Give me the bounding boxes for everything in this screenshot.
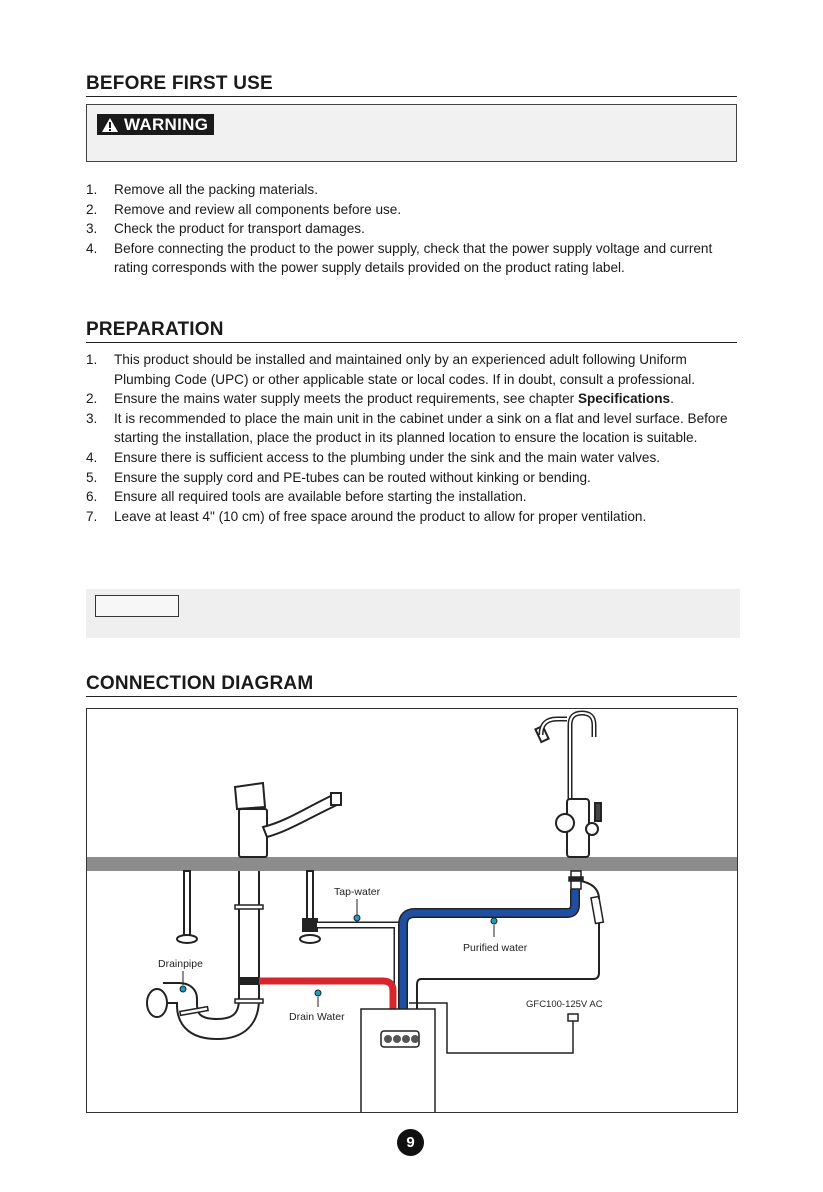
section-title-preparation: PREPARATION: [86, 320, 737, 343]
purified-water-marker: [491, 918, 497, 924]
list-item: 4. Ensure there is sufficient access to the plumbing under the sink and the main water valves.: [86, 449, 661, 465]
drainpipe-marker: [180, 986, 186, 992]
section-title-before-first-use: BEFORE FIRST USE: [86, 74, 737, 97]
page-number: 9: [397, 1129, 424, 1156]
preparation-list: [86, 350, 742, 526]
warning-triangle-icon: [101, 117, 119, 133]
list-item: 3. Check the product for transport damages.: [86, 221, 365, 237]
warning-box: [86, 104, 737, 162]
tap-water-valve-icon: [300, 871, 320, 943]
list-item: 5. Ensure the supply cord and PE-tubes can be routed without kinking or bending.: [86, 469, 591, 485]
tap-water-label: Tap-water: [334, 886, 381, 898]
countertop: [87, 857, 737, 871]
list-item: 3. It is recommended to place the main unit in the cabinet under a sink on a flat and level surface. Before starting the installation, place the product in its planned location to ensure the location is suitable.: [86, 410, 728, 446]
drainpipe-label: Drainpipe: [158, 958, 203, 970]
section-title-connection-diagram: CONNECTION DIAGRAM: [86, 674, 737, 697]
drain-pipe-icon: [147, 871, 263, 1029]
list-item: 1. This product should be installed and maintained only by an experienced adult following Uniform Plumbing Code (UPC) or other applicable state or local codes. If in doubt, consult a professional.: [86, 352, 696, 387]
drain-water-label: Drain Water: [289, 1011, 345, 1023]
power-plug-icon: [568, 1014, 578, 1021]
sink-faucet-icon: [235, 783, 341, 857]
note-badge: [95, 595, 179, 617]
purified-faucet-icon: [535, 713, 601, 857]
warning-label: WARNING: [124, 115, 209, 134]
list-item: 4. Before connecting the product to the power supply, check that the power supply voltage and current rating corresponds with the power supply details provided on the product rating label.: [86, 240, 713, 276]
list-item: 2. Ensure the mains water supply meets the product requirements, see chapter Specifications.: [86, 391, 674, 407]
before-first-use-list: [86, 180, 742, 278]
warning-badge: [97, 114, 214, 135]
tap-water-marker: [354, 915, 360, 921]
list-item: 6. Ensure all required tools are available before starting the installation.: [86, 489, 527, 505]
main-unit-icon: [361, 1009, 435, 1112]
power-label: GFC100-125V AC: [526, 999, 603, 1010]
list-item: 7. Leave at least 4" (10 cm) of free space around the product to allow for proper ventilation.: [86, 508, 647, 524]
specifications-reference: Specifications: [577, 391, 671, 407]
shutoff-valve-icon: [177, 871, 197, 943]
connection-diagram: [86, 708, 738, 1113]
purified-water-label: Purified water: [463, 942, 528, 954]
note-box: [86, 589, 740, 638]
drain-water-marker: [315, 990, 321, 996]
list-item: 2. Remove and review all components before use.: [86, 201, 402, 217]
list-item: 1. Remove all the packing materials.: [86, 182, 318, 197]
